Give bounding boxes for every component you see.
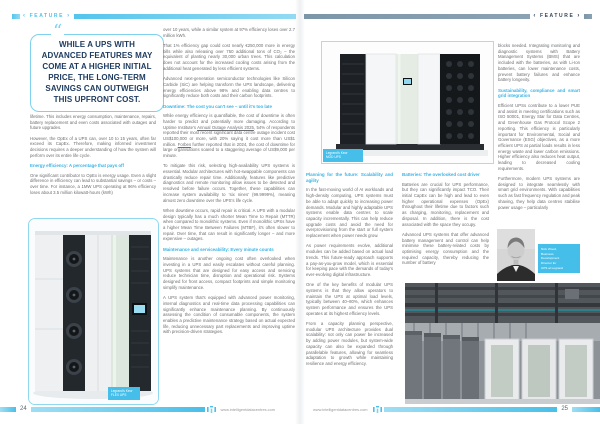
header-bar-stub [584,14,592,19]
outage-analysis-link[interactable]: Annual Outage Analysis 2025 [197,124,254,130]
body-paragraph: Furthermore, modern UPS systems are designed to integrate seamlessly with smart grid environments. With capabilities such as fast frequency regulation and peak shaving, they help data centres stabilise power usage – particularly [498,176,580,210]
section-heading-planning: Planning for the future: Scalability and agility [306,172,393,183]
left-column-2 [163,27,295,340]
body-paragraph: As power requirements evolve, additional modules can be added based on actual load trends. This future-ready approach supports a pay-as-you-grow model, which is essential for keeping pace with the demands of today's ever-evolving digital infrastructure. [306,243,393,277]
caption-line: Business [541,251,554,256]
right-image-caption [323,149,363,162]
paragraph-text: , 54% of respondents reported their most recent significant data centre outage incident cost US$100,000 or more, with 20% saying it cost more than US$1 million. [163,124,296,147]
right-column-1 [306,171,393,371]
body-paragraph: One significant contributor to OpEx is energy usage. Even a slight difference in efficiency can lead to substantial savings – or costs – over time. For instance, a 1MW UPS operating at 96% efficiency loses about 3.5 million kilowatt-hours (kWh) [30,172,156,195]
paragraph-text: further reported that in 2024, the cost of downtime for large organisations soared to a staggering average of US$9,000 per minute. [163,141,295,159]
body-paragraph: However, the OpEx of a UPS can, over 10 to 15 years, often far exceed its CapEx. Therefore, making informed investment decisions requires a deeper understanding of how the system will perform over its entire life cycle. [30,135,156,158]
body-paragraph: Maintenance is another ongoing cost often overlooked when investing in a UPS and easily escalates without careful planning. UPS systems that are designed for easy access and servicing reduce technician time, disruption and operational risk. Systems designed for front access, compact footprints and simple monitoring simplify maintenance. [163,256,295,290]
left-image-caption [108,387,140,400]
section-heading-maintenance: Maintenance and serviceability: Every minute counts [163,246,274,252]
data-centre-hall-photo [405,283,600,404]
forbes-link[interactable]: Forbes [177,141,192,147]
caption-line: FLEX UPS [111,393,127,398]
body-paragraph [163,113,295,159]
publication-url[interactable]: www.intelligentdatacentres.com [313,406,368,412]
chevron-left-icon: ‹ [533,13,537,19]
page-number-right: 25 [561,406,568,412]
footer-bar-stub [572,407,600,412]
body-paragraph: When downtime occurs, rapid repair is critical. A UPS with a modular design typically has a much shorter Mean Time to Repair (MTTR) when compared to monolithic systems. Even if monolithic UPSs have a higher Mean Time Between Failures (MTBF), it's often slower to repair. Over time, that can result in significantly longer – and more expensive – outages. [163,207,295,242]
portrait-illustration [497,229,535,281]
pull-quote-box [30,21,164,112]
quote-mark-icon: “ [53,21,63,42]
page-number-left: 24 [20,406,27,412]
caption-line: Legrand's Keor [326,151,348,155]
left-page-header [12,13,296,19]
footer-bar-stub [0,407,16,412]
section-heading-batteries: Batteries: The overlooked cost driver [402,172,480,177]
right-page-header [304,13,592,19]
body-paragraph: A UPS system that's equipped with advanced power monitoring, internal diagnostics and real-time data processing capabilities can significantly enhance maintenance planning. By continuously assessing the condition of consumable components, the system enables a predictive maintenance strategy based on actual expected life, reducing unnecessary part replacements and improving uptime with precision-driven strategies. [163,295,295,335]
body-paragraph: lifetime. This includes energy consumption, maintenance, repairs, battery replacement and even costs associated with outages and future upgrades. [30,114,156,131]
feature-label-text: FEATURE [539,13,575,19]
body-paragraph: To mitigate this risk, selecting high-availability UPS systems is essential. Modular architectures with hot-swappable components can drastically reduce repair time. Additionally, features like predictive diagnostics and remote monitoring allow issues to be detected and resolved before failure occurs. Together, these capabilities can increase system availability to 'six nines' (99.9999%), meaning almost zero downtime over the UPS's life cycle. [163,163,295,203]
publication-logo-icon [373,406,382,413]
body-paragraph: That 1% efficiency gap could cost nearly €250,000 more in energy bills while also releasing over 750 additional tons of CO₂ – the equivalent of planting nearly 30,000 urban trees. This calculation does not account for the increased cooling costs arising from the additional heat generated by less efficient systems. [163,43,295,71]
footer-bar [384,407,558,412]
body-paragraph: One of the key benefits of modular UPS systems is that they allow operators to maintain the UPS at optimal load levels, typically between 40–80%, which enhances system performance and ensures the UPS operates at its highest efficiency levels. [306,282,393,316]
ups-cabinet-illustration [29,219,158,404]
ups-system-illustration [322,42,493,163]
author-portrait-photo [497,229,535,281]
footer-bar [31,407,205,412]
caption-line: UPS at Legrand [541,265,564,270]
caption-line: MOD UPS [326,155,341,160]
section-heading-energy-efficiency: Energy efficiency: A percentage that pays off [30,163,124,169]
ups-product-photo-right [321,41,494,164]
header-bar [304,14,530,19]
header-bar-stub [12,14,20,19]
body-paragraph: Advanced next-generation semiconductor technologies like Silicon Carbide (SiC) are helping transform the UPS landscape, delivering energy efficiencies above 98% and enabling data centres to significantly reduce both costs and their carbon footprints. [163,76,295,99]
chevron-left-icon: ‹ [23,13,27,19]
section-heading-downtime: Downtime: The cost you can't see – until it's too late [163,103,272,109]
caption-line: Legrand's Keor [111,389,133,393]
chevron-right-icon: › [67,13,71,19]
publication-logo-icon [207,406,216,413]
body-paragraph: over 10 years, while a similar system at 97% efficiency loses over 2.7 million kWh. [163,27,295,38]
data-centre-illustration [405,283,600,404]
body-paragraph: Batteries are crucial for UPS performance, but they can significantly impact TCO. Their initial CapEx can be high and lead to even higher operational expenses (OpEx) throughout their lifetime due to factors such as charging, monitoring, replacement and disposal. In addition, there is the cost associated with the space they occupy. [402,181,489,227]
left-page-footer [0,405,296,413]
section-heading-sustainability: Sustainability, compliance and smart grid integration [498,87,580,99]
ups-product-photo-left [28,218,159,405]
author-caption [538,244,580,273]
body-paragraph: blocks needed. Integrating monitoring and diagnostic systems with Battery Management Systems (BMS) that are included with the batteries, as with Li-Ion batteries, can lower maintenance costs, prevent battery failures and enhance battery longevity. [498,43,580,83]
body-paragraph: From a capacity planning perspective, modular UPS architecture provides dual scalability: not only can power be increased by adding power modules, but system-wide capacity can also be expanded through parallelable features, allowing for seamless adaptation to growth while maintaining resilience and energy efficiency. [306,321,393,366]
chevron-right-icon: › [577,13,581,19]
right-column-3 [498,43,580,215]
page-spine-shadow [295,0,305,424]
paragraph-text: While energy efficiency is quantifiable, the cost of downtime is often harder to predict and potentially more damaging. According to Uptime Institute's [163,113,295,130]
left-column-1 [30,114,156,200]
author-block [497,229,580,281]
right-page-footer [302,405,600,413]
feature-label-left [20,13,74,19]
caption-line: Nick Wood, [541,247,557,251]
feature-label-text: FEATURE [29,13,65,19]
caption-line: Director for [541,260,557,265]
header-bar [74,14,296,19]
feature-label-right [530,13,584,19]
body-paragraph: Advanced UPS systems that offer advanced battery management and control can help minimise these battery-related costs by optimising energy consumption and the required capacity, thereby reducing the number of battery [402,231,489,266]
body-paragraph: Efficient UPSs contribute to a lower PUE and assist in meeting certifications such as ISO 50001, Energy Star for Data Centres, and Greenhouse Gas Protocol Scope 2 reporting. This efficiency is particularly important for Environmental, Social and Governance (ESG) objectives, as a more efficient UPS at partial loads results in less energy waste and lower carbon emissions. Higher efficiency also reduces heat output, leading to decreased cooling requirements. [498,103,580,171]
body-paragraph: In the fast-moving world of AI workloads and high-density computing, UPS systems must be able to adapt quickly to increasing power demands. Modular and highly adaptable UPS systems enable data centres to scale capacity incrementally. This can help reduce upgrade costs and avoid the need for overprovisioning from the start or full system replacement when power needs grow. [306,187,393,239]
right-column-2 [402,171,489,271]
caption-line: Development [541,256,560,261]
publication-url[interactable]: www.intelligentdatacentres.com [220,406,275,412]
pull-quote-text: WHILE A UPS WITH ADVANCED FEATURES MAY COME AT A HIGHER INITIAL PRICE, THE LONG-TERM SAVINGS CAN OUTWEIGH THIS UPFRONT COST. [41,40,153,104]
